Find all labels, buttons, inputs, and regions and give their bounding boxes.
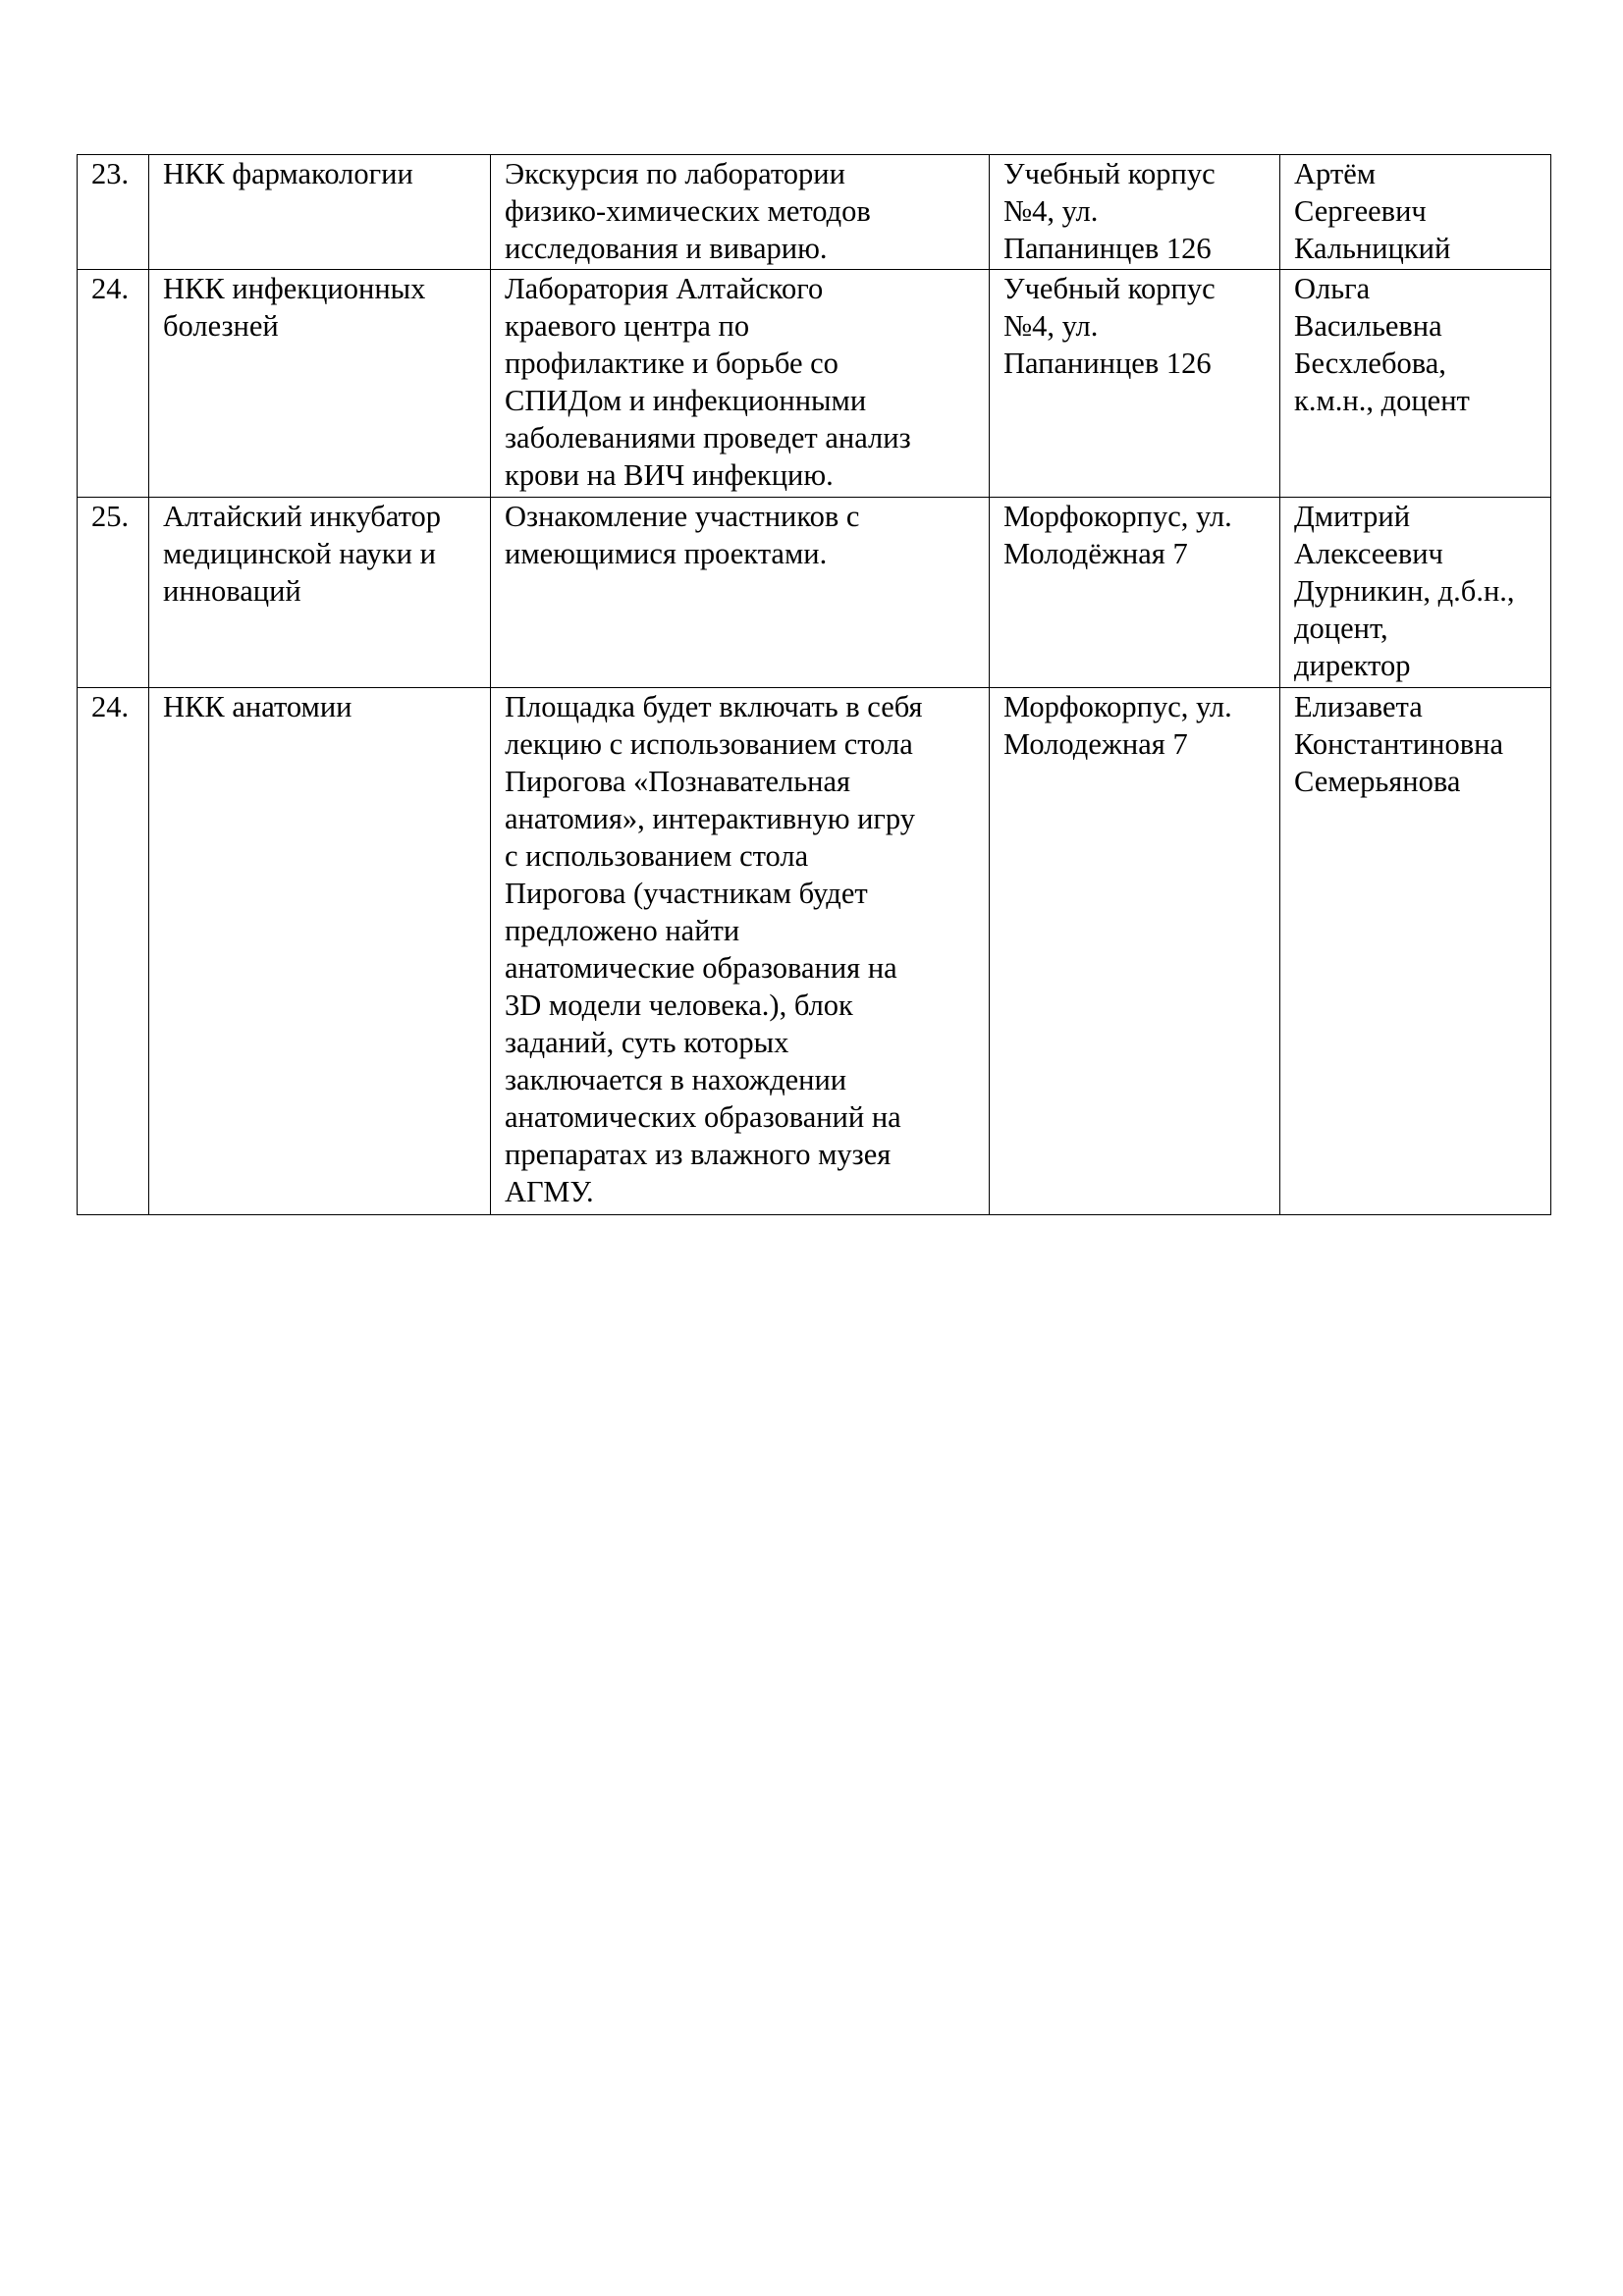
description-line: предложено найти xyxy=(505,914,740,947)
location-line: Учебный корпус xyxy=(1003,157,1216,190)
row-number: 24. xyxy=(91,272,130,305)
description-line: анатомические образования на xyxy=(505,951,897,985)
organizer-line: Алтайский инкубатор xyxy=(163,500,442,533)
location-line: Морфокорпус, ул. xyxy=(1003,690,1232,723)
responsible-line: доцент, xyxy=(1294,612,1388,645)
organizer-line: НКК фармакологии xyxy=(163,157,413,190)
description-line: лекцию с использованием стола xyxy=(505,727,913,761)
description-cell xyxy=(491,155,990,270)
description-line: анатомия», интерактивную игру xyxy=(505,802,916,835)
description-cell xyxy=(491,688,990,1215)
description-line: крови на ВИЧ инфекцию. xyxy=(505,458,834,492)
organizer-cell xyxy=(149,688,491,1215)
location-cell xyxy=(990,498,1280,688)
row-number-cell xyxy=(78,688,149,1215)
description-line: исследования и виварию. xyxy=(505,232,828,265)
responsible-line: Кальницкий xyxy=(1294,232,1451,265)
organizer-line: медицинской науки и xyxy=(163,537,436,570)
responsible-line: Бесхлебова, xyxy=(1294,347,1446,380)
description-line: краевого центра по xyxy=(505,309,750,343)
description-line: Экскурсия по лаборатории xyxy=(505,157,845,190)
organizer-line: НКК инфекционных xyxy=(163,272,426,305)
organizer-cell xyxy=(149,498,491,688)
description-cell xyxy=(491,498,990,688)
description-line: заданий, суть которых xyxy=(505,1026,789,1059)
description-line: с использованием стола xyxy=(505,839,809,873)
description-line: 3D модели человека.), блок xyxy=(505,988,853,1022)
responsible-line: Алексеевич xyxy=(1294,537,1443,570)
responsible-line: Васильевна xyxy=(1294,309,1442,343)
organizer-line: болезней xyxy=(163,309,279,343)
description-line: имеющимися проектами. xyxy=(505,537,828,570)
description-line: Пирогова (участникам будет xyxy=(505,877,868,910)
responsible-line: Семерьянова xyxy=(1294,765,1461,798)
description-line: анатомических образований на xyxy=(505,1100,901,1134)
table-row xyxy=(78,688,1551,1215)
responsible-line: к.м.н., доцент xyxy=(1294,384,1470,417)
location-line: Папанинцев 126 xyxy=(1003,347,1212,380)
description-line: АГМУ. xyxy=(505,1175,594,1208)
organizer-cell xyxy=(149,270,491,498)
description-line: Пирогова «Познавательная xyxy=(505,765,851,798)
responsible-cell xyxy=(1280,155,1551,270)
description-line: профилактике и борьбе со xyxy=(505,347,839,380)
row-number: 25. xyxy=(91,500,130,533)
location-line: №4, ул. xyxy=(1003,194,1099,228)
responsible-cell xyxy=(1280,688,1551,1215)
responsible-line: Дурникин, д.б.н., xyxy=(1294,574,1515,608)
responsible-cell xyxy=(1280,498,1551,688)
description-line: Площадка будет включать в себя xyxy=(505,690,923,723)
responsible-cell xyxy=(1280,270,1551,498)
location-line: Морфокорпус, ул. xyxy=(1003,500,1232,533)
events-table xyxy=(77,154,1551,1215)
organizer-cell xyxy=(149,155,491,270)
responsible-line: Константиновна xyxy=(1294,727,1503,761)
description-line: препаратах из влажного музея xyxy=(505,1138,892,1171)
table-row xyxy=(78,270,1551,498)
location-line: №4, ул. xyxy=(1003,309,1099,343)
row-number: 23. xyxy=(91,157,130,190)
description-line: заболеваниями проведет анализ xyxy=(505,421,911,454)
location-line: Учебный корпус xyxy=(1003,272,1216,305)
location-line: Папанинцев 126 xyxy=(1003,232,1212,265)
description-line: Лаборатория Алтайского xyxy=(505,272,824,305)
table-row xyxy=(78,498,1551,688)
responsible-line: Елизавета xyxy=(1294,690,1423,723)
organizer-line: инноваций xyxy=(163,574,301,608)
responsible-line: Ольга xyxy=(1294,272,1371,305)
responsible-line: Дмитрий xyxy=(1294,500,1411,533)
responsible-line: директор xyxy=(1294,649,1411,682)
description-line: заключается в нахождении xyxy=(505,1063,847,1096)
row-number-cell xyxy=(78,498,149,688)
location-cell xyxy=(990,688,1280,1215)
description-line: физико-химических методов xyxy=(505,194,871,228)
location-cell xyxy=(990,155,1280,270)
description-line: СПИДом и инфекционными xyxy=(505,384,867,417)
responsible-line: Сергеевич xyxy=(1294,194,1427,228)
location-line: Молодежная 7 xyxy=(1003,727,1188,761)
location-line: Молодёжная 7 xyxy=(1003,537,1188,570)
organizer-line: НКК анатомии xyxy=(163,690,352,723)
row-number-cell xyxy=(78,155,149,270)
row-number: 24. xyxy=(91,690,130,723)
description-cell xyxy=(491,270,990,498)
responsible-line: Артём xyxy=(1294,157,1377,190)
location-cell xyxy=(990,270,1280,498)
row-number-cell xyxy=(78,270,149,498)
description-line: Ознакомление участников с xyxy=(505,500,860,533)
table-row xyxy=(78,155,1551,270)
